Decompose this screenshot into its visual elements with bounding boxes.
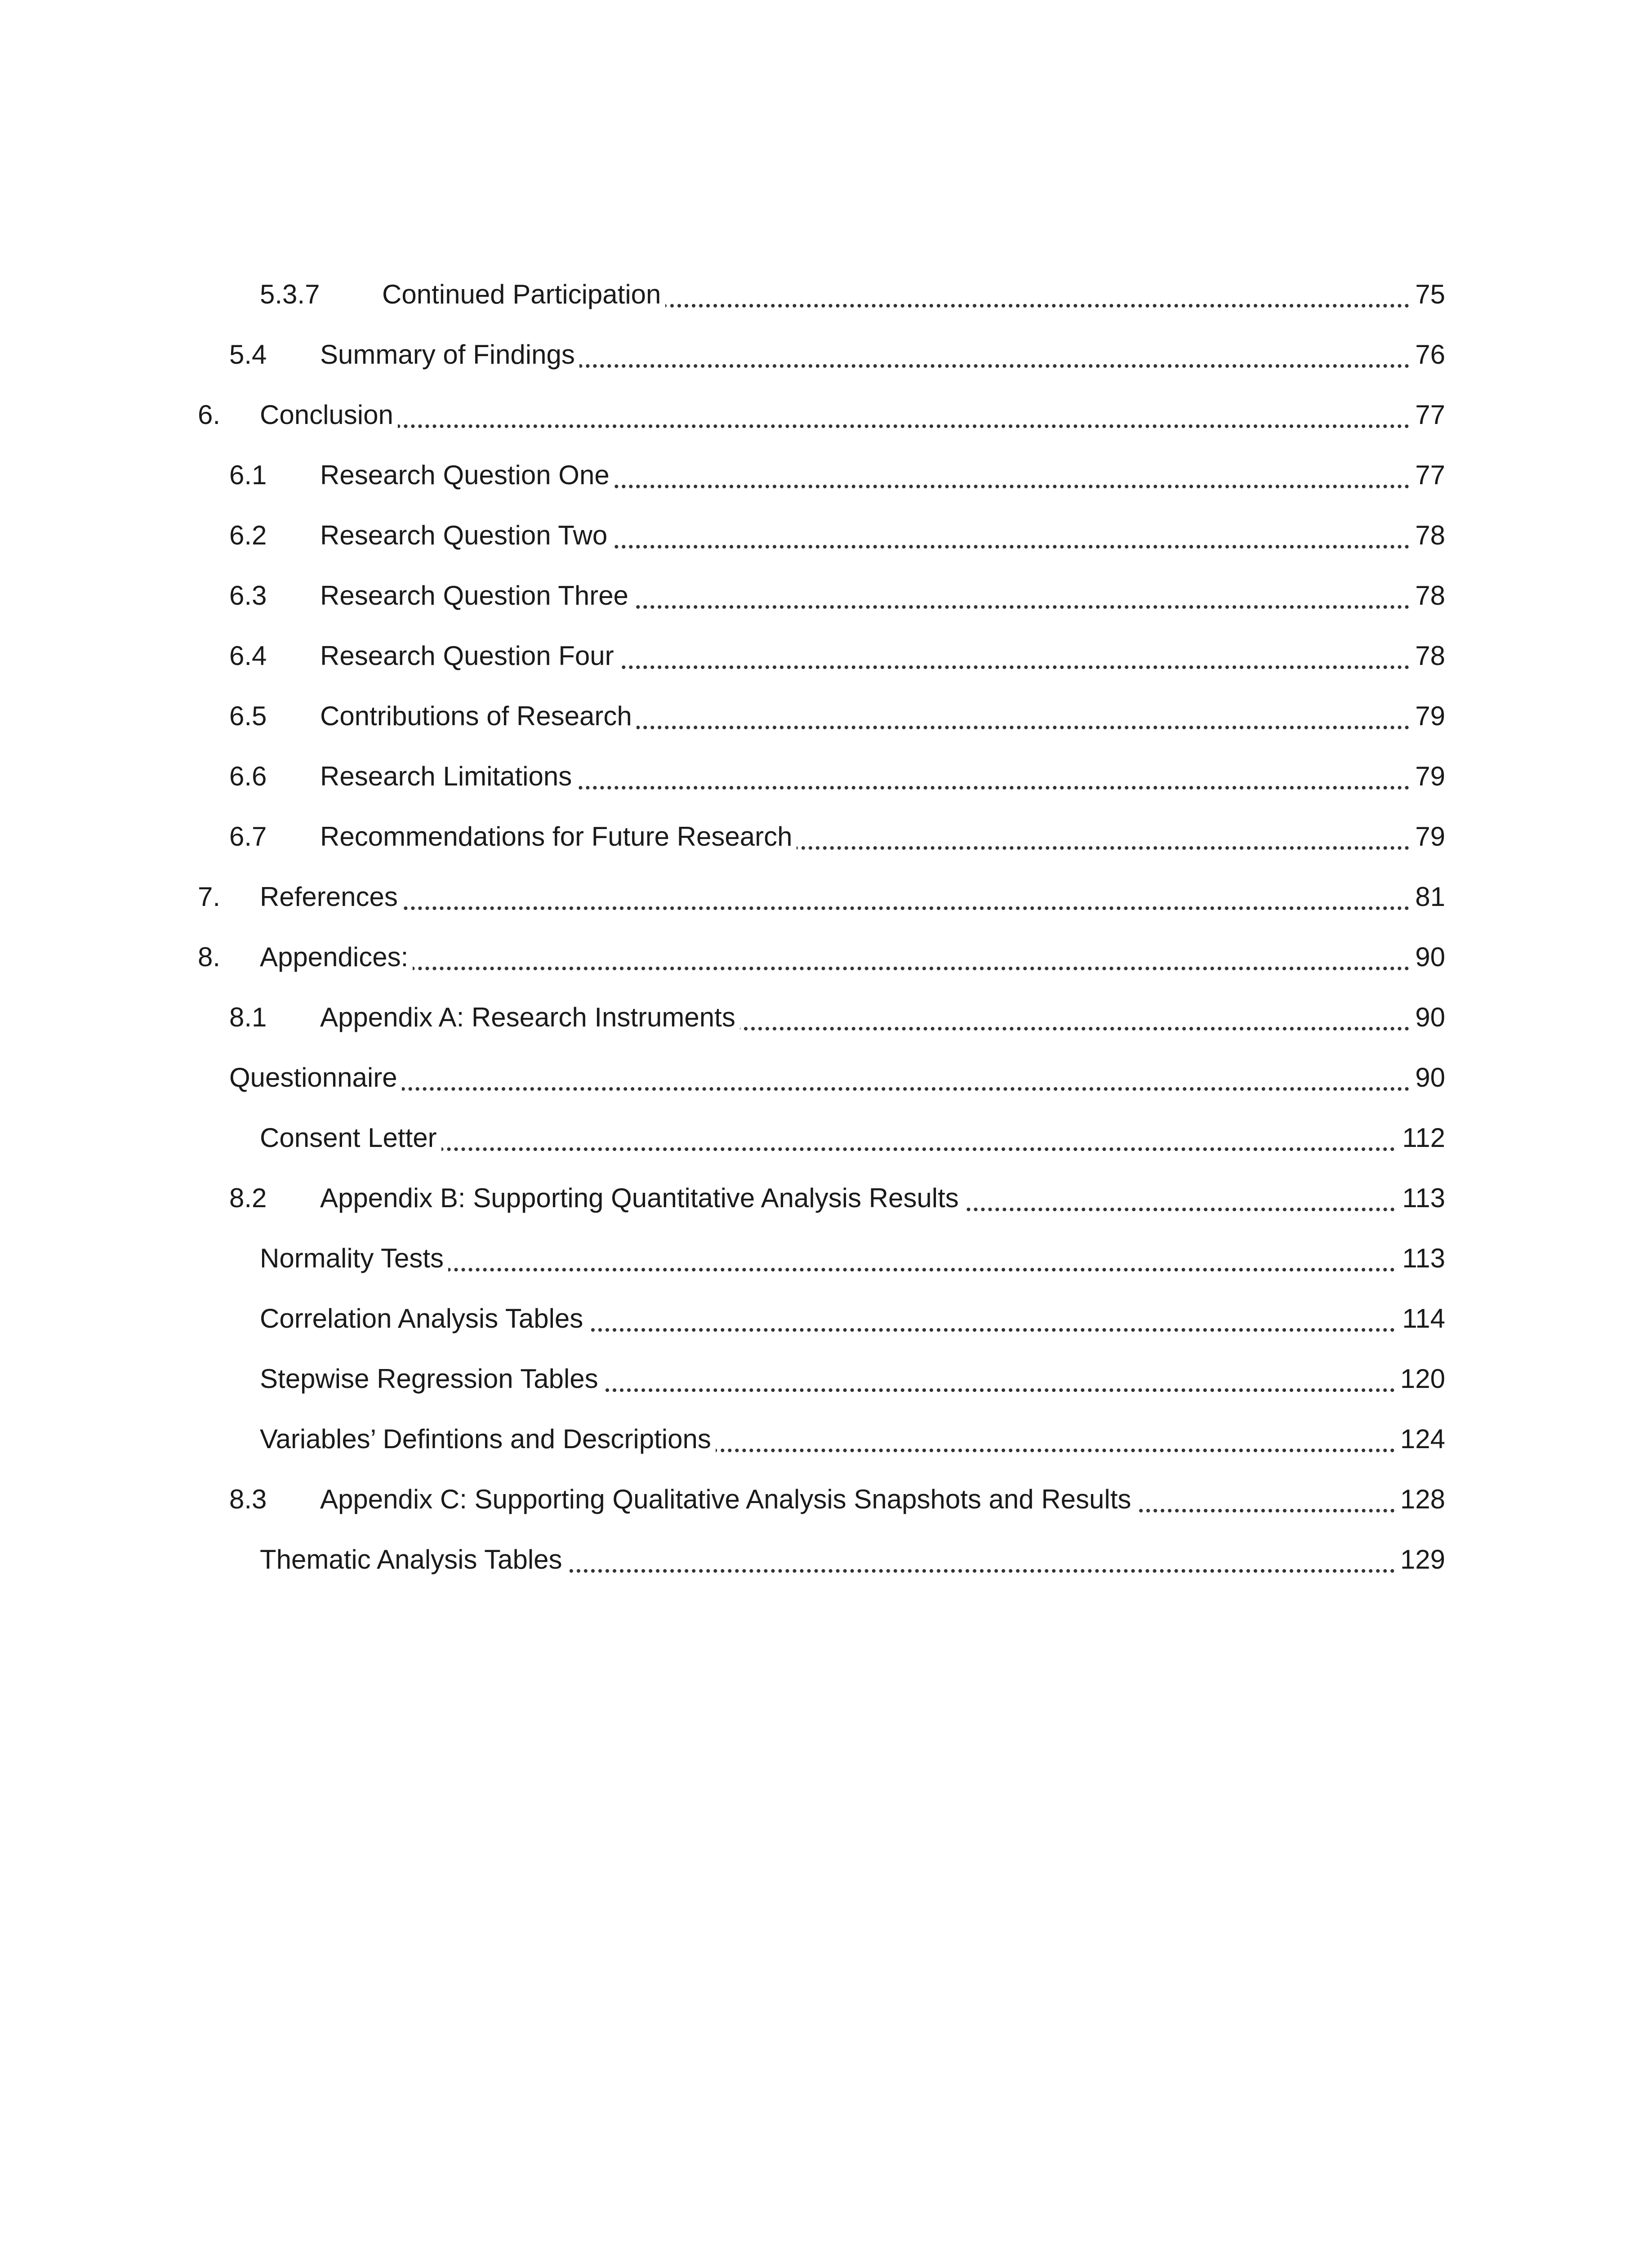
entry-number: 6.3 [229,580,267,611]
entry-page-number: 114 [1398,1294,1445,1343]
entry-page-number: 77 [1411,450,1445,500]
entry-title: Consent Letter [260,1113,441,1163]
entry-title: Continued Participation [382,270,665,319]
entry-title: Appendix C: Supporting Qualitative Analysis Snapshots and Results [320,1475,1135,1524]
entry-page-number: 113 [1398,1173,1445,1223]
entry-number: 6.5 [229,701,267,731]
dot-leader [260,424,1445,428]
entry-page-number: 90 [1411,932,1445,982]
entry-page-number: 79 [1411,752,1445,801]
entry-page-number: 76 [1411,330,1445,379]
entry-title: References [260,872,402,922]
entry-title: Variables’ Defintions and Descriptions [260,1414,716,1464]
entry-title: Appendices: [260,932,413,982]
toc-entry-6-7[interactable] [0,812,1652,861]
entry-title: Questionnaire [229,1053,402,1102]
entry-page-number: 113 [1398,1234,1445,1283]
toc-entry-7[interactable] [0,872,1652,922]
entry-number: 6.2 [229,520,267,550]
entry-number: 6.7 [229,821,267,852]
entry-page-number: 79 [1411,691,1445,741]
toc-entry-8-2[interactable] [0,1173,1652,1223]
toc-entry-6-3[interactable] [0,571,1652,620]
entry-page-number: 90 [1411,993,1445,1042]
entry-title: Normality Tests [260,1234,448,1283]
entry-title: Research Limitations [320,752,576,801]
entry-number: 6.4 [229,641,267,671]
toc-entry-6-4[interactable] [0,631,1652,681]
toc-entry-6-6[interactable] [0,752,1652,801]
dot-leader [229,1087,1445,1091]
toc-entry-8-1[interactable] [0,993,1652,1042]
toc-entry-variables-definitions[interactable] [0,1414,1652,1464]
toc-entry-5-3-7[interactable] [0,270,1652,319]
dot-leader [260,906,1445,910]
entry-number: 6. [198,400,221,430]
entry-page-number: 129 [1396,1535,1445,1584]
toc-entry-8[interactable] [0,932,1652,982]
toc-entry-6[interactable] [0,390,1652,440]
entry-page-number: 78 [1411,631,1445,681]
toc-entry-6-2[interactable] [0,511,1652,560]
entry-page-number: 81 [1411,872,1445,922]
toc-entry-5-4[interactable] [0,330,1652,379]
entry-page-number: 124 [1396,1414,1445,1464]
toc-entry-correlation-analysis-tables[interactable] [0,1294,1652,1343]
toc-entry-6-5[interactable] [0,691,1652,741]
entry-title: Recommendations for Future Research [320,812,797,861]
entry-number: 5.4 [229,339,267,370]
entry-page-number: 78 [1411,511,1445,560]
entry-title: Appendix A: Research Instruments [320,993,740,1042]
entry-number: 7. [198,882,221,912]
entry-title: Thematic Analysis Tables [260,1535,567,1584]
entry-number: 6.1 [229,460,267,490]
entry-title: Stepwise Regression Tables [260,1354,603,1404]
entry-title: Summary of Findings [320,330,579,379]
entry-page-number: 120 [1396,1354,1445,1404]
entry-page-number: 75 [1411,270,1445,319]
entry-title: Conclusion [260,390,398,440]
dot-leader [260,967,1445,970]
entry-title: Research Question Three [320,571,633,620]
toc-entry-questionnaire[interactable] [0,1053,1652,1102]
toc-entry-consent-letter[interactable] [0,1113,1652,1163]
entry-title: Research Question Four [320,631,619,681]
entry-page-number: 112 [1398,1113,1445,1163]
entry-page-number: 128 [1396,1475,1445,1524]
entry-number: 8. [198,942,221,972]
toc-entry-thematic-analysis-tables[interactable] [0,1535,1652,1584]
entry-page-number: 90 [1411,1053,1445,1102]
toc-entry-6-1[interactable] [0,450,1652,500]
entry-title: Contributions of Research [320,691,637,741]
entry-title: Appendix B: Supporting Quantitative Analysis Results [320,1173,963,1223]
entry-number: 8.2 [229,1183,267,1213]
entry-title: Research Question Two [320,511,612,560]
toc-entry-8-3[interactable] [0,1475,1652,1524]
toc-entry-normality-tests[interactable] [0,1234,1652,1283]
entry-number: 8.3 [229,1484,267,1514]
entry-title: Correlation Analysis Tables [260,1294,588,1343]
entry-title: Research Question One [320,450,614,500]
entry-number: 5.3.7 [260,279,320,309]
toc-entry-stepwise-regression-tables[interactable] [0,1354,1652,1404]
entry-number: 6.6 [229,761,267,791]
entry-page-number: 78 [1411,571,1445,620]
entry-page-number: 79 [1411,812,1445,861]
entry-page-number: 77 [1411,390,1445,440]
entry-number: 8.1 [229,1002,267,1032]
